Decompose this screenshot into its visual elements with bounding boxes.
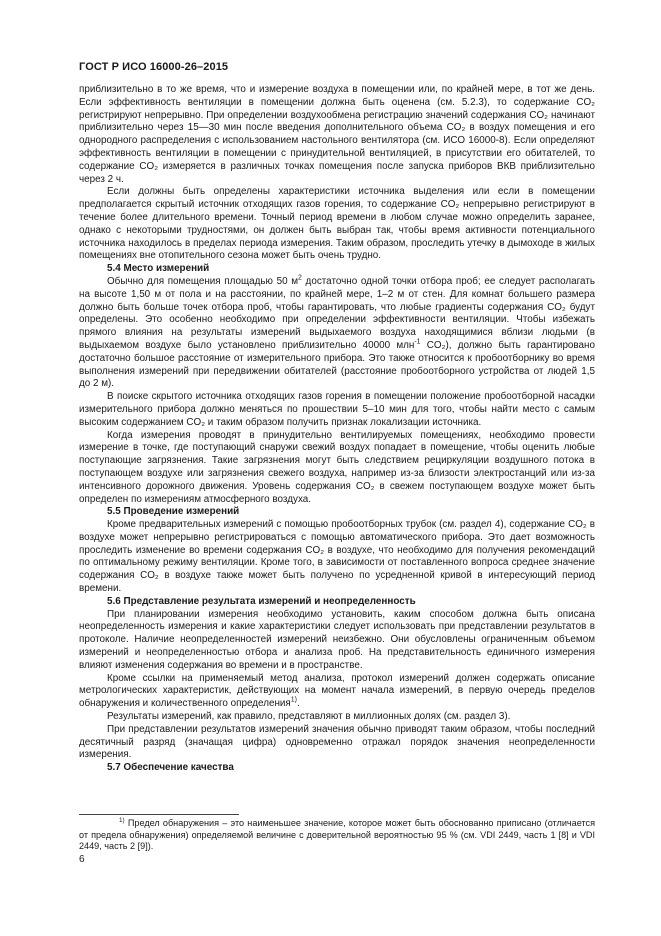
section-heading-5-7: 5.7 Обеспечение качества bbox=[107, 762, 234, 774]
section-heading-5-5: 5.5 Проведение измерений bbox=[107, 506, 240, 518]
paragraph: Результаты измерений, как правило, представляют в миллионных долях (см. раздел 3). bbox=[107, 711, 511, 723]
paragraph: При планировании измерения необходимо установить, каким способом должна быть описана неопределенность измерения и какие характеристики следует использовать при представлении результатов в протоколе. Наличие неопределенностей измерений неизбежно. Они обусловлены ограниченным объемом измерений и неопределенностью отбора и анализа проб. На представительность единичного измерения влияют изменения содержания во времени и в пространстве. bbox=[79, 608, 595, 671]
document-header: ГОСТ Р ИСО 16000-26–2015 bbox=[79, 61, 229, 73]
footnote-mark: 1) bbox=[119, 816, 125, 824]
paragraph: При представлении результатов измерений значения обычно приводят таким образом, чтобы последний десятичный разряд (значащая цифра) одновременно отражал порядок значения неопределенности измерения. bbox=[79, 723, 595, 761]
footnote-ref[interactable]: 1) bbox=[290, 696, 297, 704]
page-number: 6 bbox=[79, 854, 85, 865]
footnote-divider bbox=[79, 814, 239, 815]
paragraph: Обычно для помещения площадью 50 $м^2$ достаточно одной точки отбора проб; ее следует располагать на высоте 1,50 м от пола и на расстоянии, по крайней мере, 1–2 м от стен. Для комнат большего размера должно быть больше точек отбора проб, чтобы гарантировать, что любые градиенты содержания CO₂ будут определены. Это особенно необходимо при определении эффективности вентиляции. Чтобы избежать прямого влияния на результаты измерений выдыхаемого воздуха находящимися вблизи людьми (в выдыхаемом воздухе было установлено приблизительно 40000 млн$^{-1}$ CO₂), должно быть гарантировано достаточно большое расстояние от измерительного прибора. Это также относится к пробоотборнику во время выполнения измерений при передвижении обитателей (расстояние пробоотборного устройства от людей 1,5 до 2 м). bbox=[79, 274, 595, 390]
paragraph: приблизительно в то же время, что и измерение воздуха в помещении или, по крайней мере, в тот же день. Если эффективность вентиляции в помещении должна быть оценена (см. 5.2.3), то содержание CO₂ регистрируют непрерывно. При определении воздухообмена регистрацию значений содержания CO₂ начинают приблизительно через 15—30 мин после введения дополнительного объема CO₂ в воздух помещения и его однородного распределения с использованием настольного вентилятора (см. ИСО 16000-8). Если определяют эффективность вентиляции в помещении с принудительной вентиляцией, в присутствии его обитателей, то содержание CO₂ измеряется в различных точках помещения после запуска приборов ВКВ приблизительно через 2 ч. bbox=[79, 84, 595, 185]
footnote: $^{1)}$ Предел обнаружения – это наименьшее значение, которое может быть обоснованно приписано (отличается от предела обнаружения) определяемой величине с доверительной вероятностью 95 % (см. VDI 2449, часть 1 [8] и VDI 2449, часть 2 [9]). bbox=[79, 816, 595, 852]
paragraph: Если должны быть определены характеристики источника выделения или если в помещении предполагается скрытый источник отходящих газов горения, то содержание CO₂ непрерывно регистрируют в течение более длительного времени. Точный период времени в любом случае можно определить заранее, однако с некоторыми трудностями, он должен быть выбран так, чтобы время активности потенциального источника находилось в пределах периода измерения. Таким образом, проследить утечку в дымоходе в жилых помещениях вне отопительного сезона может быть очень трудно. bbox=[79, 186, 595, 262]
section-heading-5-4: 5.4 Место измерений bbox=[107, 263, 210, 275]
paragraph: Кроме предварительных измерений с помощью пробоотборных трубок (см. раздел 4), содержание CO₂ в воздухе может непрерывно регистрироваться с помощью автоматического прибора. Это дает возможность проследить изменение во времени содержания CO₂ в воздухе, что необходимо для получения рекомендаций по оптимальному режиму вентиляции. Кроме того, в зависимости от поставленного вопроса среднее значение содержания CO₂ в воздухе также может быть получено по усредненной кривой в интересующий период времени. bbox=[79, 519, 595, 595]
paragraph: В поиске скрытого источника отходящих газов горения в помещении положение пробоотборной насадки измерительного прибора должно меняться по прошествии 5–10 мин для того, чтобы найти место с самым высоким содержанием CO₂ и таким образом получить признак локализации источника. bbox=[79, 391, 595, 428]
section-heading-5-6: 5.6 Представление результата измерений и неопределенность bbox=[107, 595, 416, 607]
paragraph: Кроме ссылки на применяемый метод анализа, протокол измерений должен содержать описание метрологических характеристик, действующих на момент начала измерений, в первую очередь пределов обнаружения и количественного определения$^{1)}$. bbox=[79, 672, 595, 710]
document-body bbox=[79, 84, 595, 775]
paragraph: Когда измерения проводят в принудительно вентилируемых помещениях, необходимо провести измерение в точке, где поступающий снаружи свежий воздух попадает в помещение, чтобы оценить любые поступающие загрязнения. Такие загрязнения могут быть следствием рециркуляции воздушного потока в поступающем воздухе или загрязнения свежего воздуха, например из-за близости электростанций или из-за интенсивного дорожного движения. Уровень содержания CO₂ в свежем поступающем воздухе может быть определен по измерениям атмосферного воздуха. bbox=[79, 429, 595, 505]
